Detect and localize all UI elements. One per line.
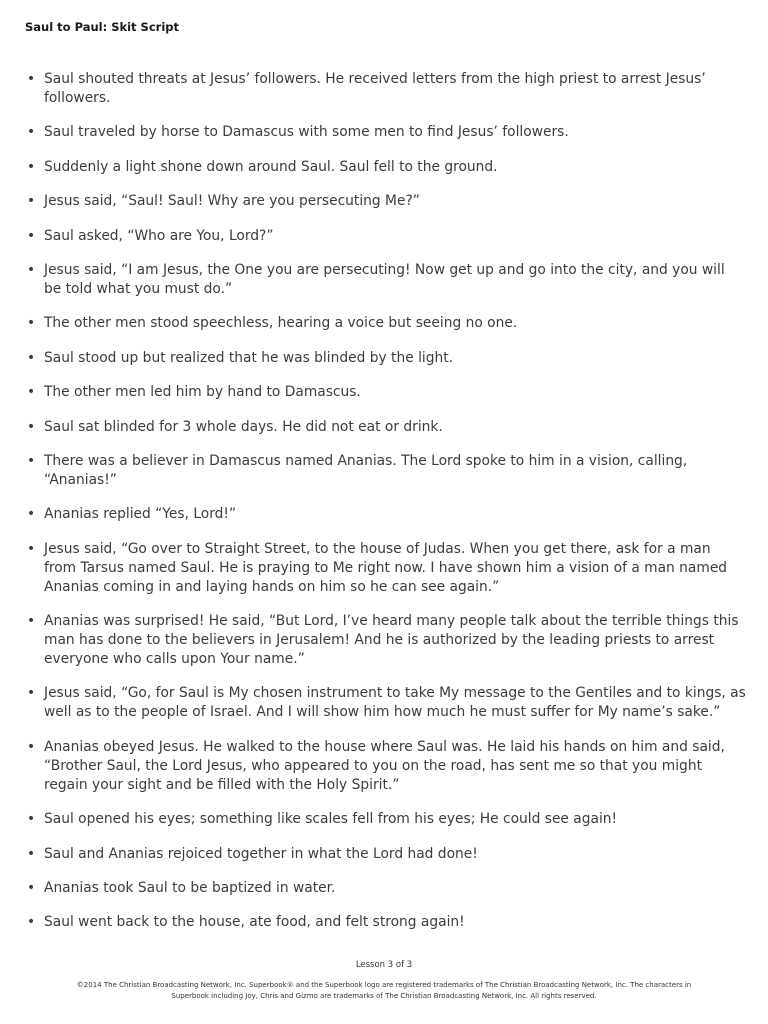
- list-item: [26, 70, 746, 108]
- skit-script-list: [26, 70, 746, 948]
- list-item: [26, 123, 746, 142]
- list-item: [26, 540, 746, 597]
- list-item: [26, 738, 746, 795]
- list-item: [26, 879, 746, 898]
- list-item-text: The other men stood speechless, hearing a voice but seeing no one.: [44, 315, 518, 332]
- bullet-icon: •: [27, 158, 36, 175]
- page-title: Saul to Paul: Skit Script: [25, 20, 180, 34]
- bullet-icon: •: [27, 315, 36, 332]
- list-item: [26, 418, 746, 437]
- list-item: [26, 383, 746, 402]
- bullet-icon: •: [27, 540, 36, 557]
- bullet-icon: •: [27, 261, 36, 278]
- bullet-icon: •: [27, 613, 36, 630]
- bullet-icon: •: [27, 506, 36, 523]
- list-item-text: Saul asked, “Who are You, Lord?”: [44, 227, 274, 244]
- bullet-icon: •: [27, 845, 36, 862]
- list-item: [26, 452, 746, 490]
- lesson-indicator: Lesson 3 of 3: [355, 960, 413, 970]
- bullet-icon: •: [27, 227, 36, 244]
- bullet-icon: •: [27, 384, 36, 401]
- list-item-text: Jesus said, “Go, for Saul is My chosen instrument to take My message to the Gentiles and to kings, as well as to the people of Israel. And I will show him how much he must suffer for My name’s sake.”: [44, 685, 746, 721]
- list-item: [26, 684, 746, 722]
- list-item: [26, 913, 746, 932]
- bullet-icon: •: [27, 349, 36, 366]
- list-item-text: Ananias obeyed Jesus. He walked to the house where Saul was. He laid his hands on him and said, “Brother Saul, the Lord Jesus, who appeared to you on the road, has sent me so that you might regain your sight and be filled with the Holy Spirit.”: [44, 738, 725, 793]
- list-item-text: Ananias replied “Yes, Lord!”: [44, 506, 237, 523]
- list-item-text: Saul opened his eyes; something like scales fell from his eyes; He could see again!: [44, 811, 618, 828]
- list-item: [26, 158, 746, 177]
- copyright-notice: ©2014 The Christian Broadcasting Network, Inc. Superbook® and the Superbook logo are registered trademarks of The Christian Broadcasting Network, Inc. The characters in Superbook including Joy, Chris and Gizmo are trademarks of The Christian Broadcasting Network, Inc. All rights reserved.: [76, 981, 692, 1000]
- bullet-icon: •: [27, 452, 36, 469]
- bullet-icon: •: [27, 685, 36, 702]
- list-item-text: Saul traveled by horse to Damascus with some men to find Jesus’ followers.: [44, 124, 569, 141]
- list-item: [26, 845, 746, 864]
- bullet-icon: •: [27, 811, 36, 828]
- list-item-text: Ananias took Saul to be baptized in water.: [44, 880, 336, 897]
- list-item-text: Ananias was surprised! He said, “But Lord, I’ve heard many people talk about the terrible things this man has done to the believers in Jerusalem! And he is authorized by the leading priests to arrest everyone who calls upon Your name.”: [44, 613, 739, 668]
- list-item-text: Jesus said, “I am Jesus, the One you are persecuting! Now get up and go into the city, and you will be told what you must do.”: [44, 261, 725, 297]
- list-item-text: Saul and Ananias rejoiced together in what the Lord had done!: [44, 845, 478, 862]
- bullet-icon: •: [27, 124, 36, 141]
- list-item: [26, 192, 746, 211]
- list-item: [26, 227, 746, 246]
- list-item-text: Saul went back to the house, ate food, and felt strong again!: [44, 914, 465, 931]
- list-item: [26, 810, 746, 829]
- list-item-text: Saul sat blinded for 3 whole days. He did not eat or drink.: [44, 418, 443, 435]
- list-item-text: Suddenly a light shone down around Saul. Saul fell to the ground.: [44, 158, 498, 175]
- list-item-text: The other men led him by hand to Damascus.: [44, 384, 361, 401]
- bullet-icon: •: [27, 418, 36, 435]
- list-item: [26, 261, 746, 299]
- bullet-icon: •: [27, 71, 36, 87]
- list-item-text: Jesus said, “Saul! Saul! Why are you persecuting Me?”: [44, 193, 420, 210]
- bullet-icon: •: [27, 193, 36, 210]
- list-item: [26, 612, 746, 669]
- bullet-icon: •: [27, 880, 36, 897]
- list-item-text: Jesus said, “Go over to Straight Street, to the house of Judas. When you get there, ask for a man from Tarsus named Saul. He is praying to Me right now. I have shown him a vision of a man named Ananias coming in and laying hands on him so he can see again.”: [44, 540, 728, 595]
- bullet-icon: •: [27, 914, 36, 931]
- list-item-text: There was a believer in Damascus named Ananias. The Lord spoke to him in a vision, calling, “Ananias!”: [44, 452, 688, 488]
- list-item-text: Saul shouted threats at Jesus’ followers. He received letters from the high priest to arrest Jesus’ followers.: [44, 71, 706, 106]
- list-item: [26, 349, 746, 368]
- list-item: [26, 505, 746, 524]
- list-item-text: Saul stood up but realized that he was blinded by the light.: [44, 349, 454, 366]
- bullet-icon: •: [27, 738, 36, 755]
- list-item: [26, 314, 746, 333]
